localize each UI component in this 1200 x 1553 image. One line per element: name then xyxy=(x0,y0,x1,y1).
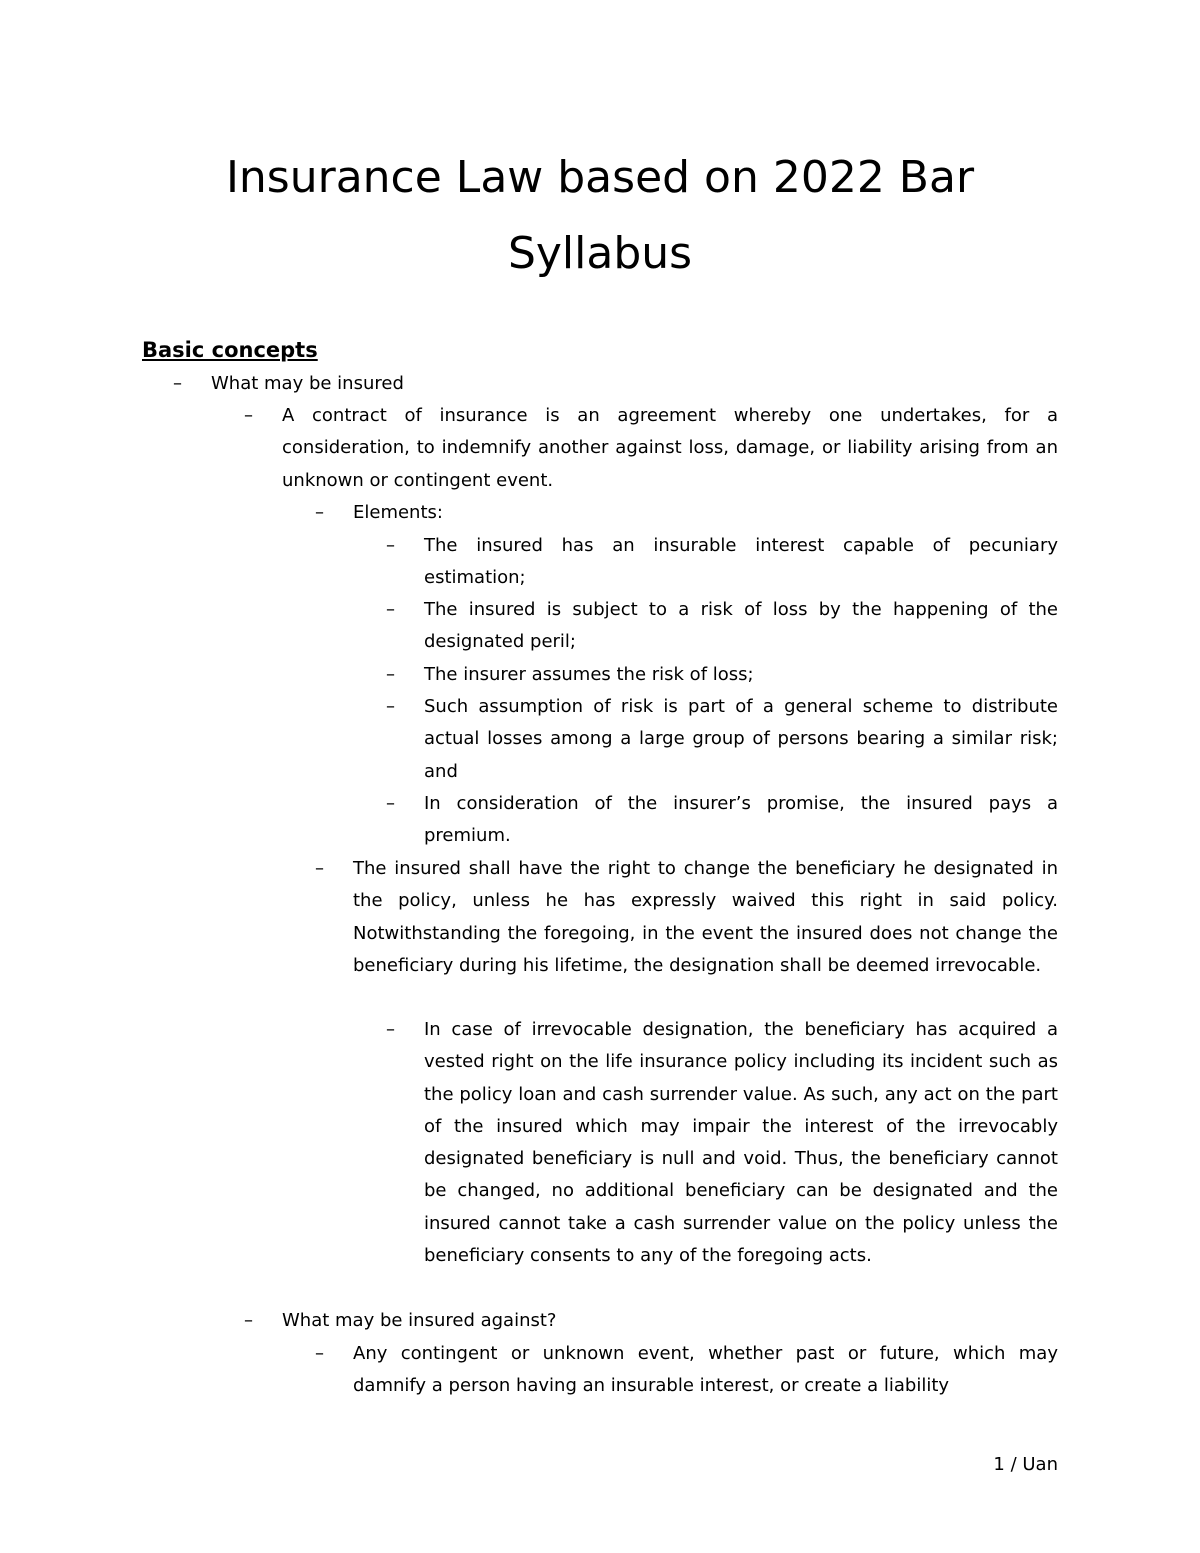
list-item xyxy=(386,659,1058,691)
bullet-dash: – xyxy=(244,1310,253,1331)
bullet-dash: – xyxy=(386,696,395,717)
bullet-dash: – xyxy=(386,599,395,620)
list-item xyxy=(386,530,1058,595)
list-item xyxy=(244,400,1058,497)
list-item xyxy=(244,1305,1058,1337)
document-title-line-2: Syllabus xyxy=(507,228,693,279)
list-item xyxy=(386,1014,1058,1272)
list-item-text: The insured has an insurable interest capable of pecuniary estimation; xyxy=(424,535,1058,589)
bullet-dash: – xyxy=(386,664,395,685)
list-item-text: Any contingent or unknown event, whether past or future, which may damnify a person having an insurable interest, or create a liability xyxy=(353,1343,1058,1397)
list-item-text: Elements: xyxy=(353,502,443,523)
document-title-line-1: Insurance Law based on 2022 Bar xyxy=(225,152,975,203)
bullet-dash: – xyxy=(386,793,395,814)
list-item-text: The insurer assumes the risk of loss; xyxy=(424,664,754,685)
list-item xyxy=(386,788,1058,853)
bullet-dash: – xyxy=(315,502,324,523)
list-item-text: Such assumption of risk is part of a general scheme to distribute actual losses among a large group of persons bearing a similar risk; and xyxy=(424,696,1058,782)
page-footer: 1 / Uan xyxy=(993,1454,1058,1475)
list-item xyxy=(386,594,1058,659)
bullet-dash: – xyxy=(386,1019,395,1040)
list-item-text: In case of irrevocable designation, the beneficiary has acquired a vested right on the life insurance policy including its incident such as the policy loan and cash surrender value. As such, any act on the part of the insured which may impair the interest of the irrevocably designated beneficiary is null and void. Thus, the beneficiary cannot be changed, no additional beneficiary can be designated and the insured cannot take a cash surrender value on the policy unless the beneficiary consents to any of the foregoing acts. xyxy=(424,1019,1058,1267)
bullet-dash: – xyxy=(244,405,253,426)
list-item-text: A contract of insurance is an agreement whereby one undertakes, for a consideration, to indemnify another against loss, damage, or liability arising from an unknown or contingent event. xyxy=(282,405,1058,491)
list-item-text: In consideration of the insurer’s promise, the insured pays a premium. xyxy=(424,793,1058,847)
bullet-dash: – xyxy=(315,858,324,879)
list-item xyxy=(173,368,631,400)
list-item xyxy=(315,1338,1058,1403)
list-item xyxy=(315,497,1058,529)
bullet-dash: – xyxy=(315,1343,324,1364)
list-item-text: What may be insured against? xyxy=(282,1310,557,1331)
list-item-text: What may be insured xyxy=(211,373,404,394)
bullet-dash: – xyxy=(386,535,395,556)
list-item-text: The insured shall have the right to change the beneficiary he designated in the policy, unless he has expressly waived this right in said policy. Notwithstanding the foregoing, in the event the insured does not change the beneficiary during his lifetime, the designation shall be deemed irrevocable. xyxy=(353,858,1058,976)
list-item xyxy=(386,691,1058,788)
list-item xyxy=(315,853,1058,982)
list-item-text: The insured is subject to a risk of loss by the happening of the designated peril; xyxy=(424,599,1058,653)
section-heading: Basic concepts xyxy=(142,338,318,362)
bullet-dash: – xyxy=(173,373,182,394)
